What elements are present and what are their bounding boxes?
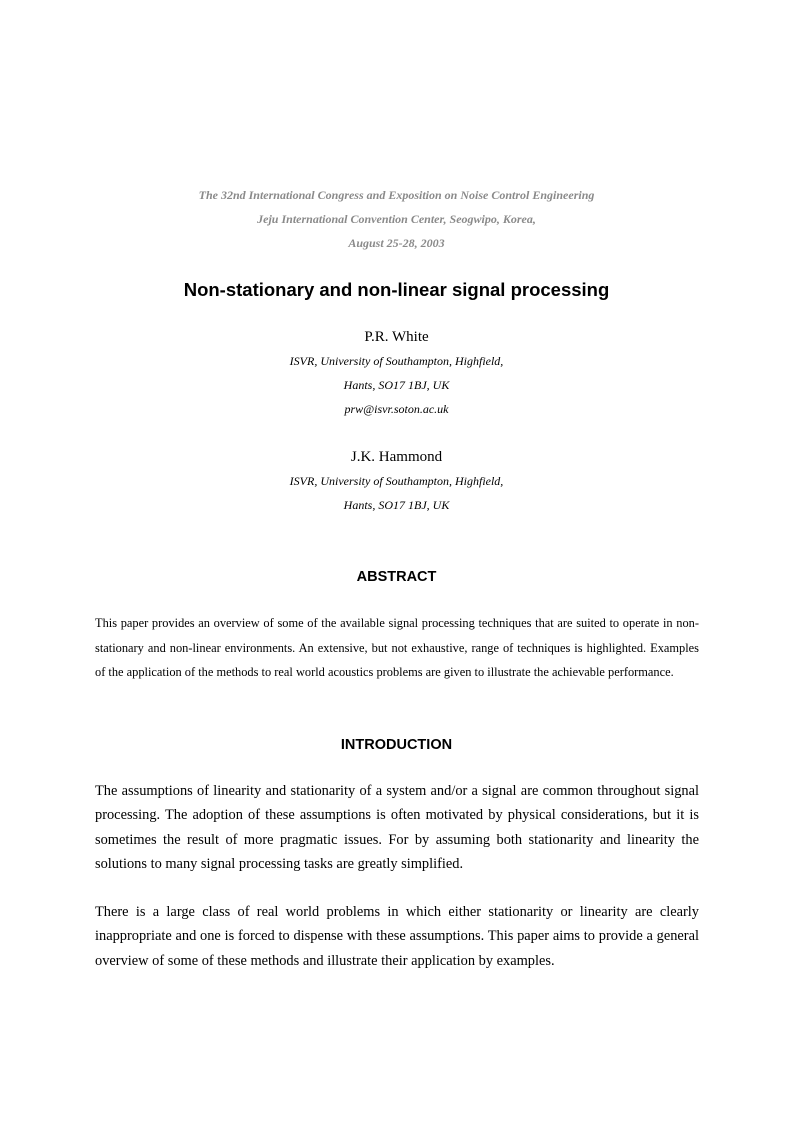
author-affiliation: ISVR, University of Southampton, Highfield, bbox=[289, 354, 504, 368]
author-name: J.K. Hammond bbox=[350, 449, 443, 465]
body-paragraph: The assumptions of linearity and stationarity of a system and/or a signal are common throughout signal processing. The adoption of these assumptions is often motivated by physical considerations, but it is sometimes the result of more pragmatic issues. For by assuming both stationarity and linearity the solutions to many signal processing tasks are greatly simplified. bbox=[95, 783, 699, 872]
author-block-2 bbox=[0, 445, 793, 517]
body-paragraph: There is a large class of real world problems in which either stationarity or linearity are clearly inappropriate and one is forced to dispense with these assumptions. This paper aims to provide a general overview of some of these methods and illustrate their application by examples. bbox=[95, 904, 699, 969]
abstract-text: This paper provides an overview of some of the available signal processing techniques that are suited to operate in non-stationary and non-linear environments. An extensive, but not exhaustive, range of techniques is highlighted. Examples of the application of the methods to real world acoustics problems are given to illustrate the achievable performance. bbox=[95, 616, 699, 680]
conference-dates: August 25-28, 2003 bbox=[348, 236, 445, 250]
author-block-1 bbox=[0, 325, 793, 421]
conference-header bbox=[0, 183, 793, 255]
introduction-heading: INTRODUCTION bbox=[340, 737, 453, 753]
paper-title: Non-stationary and non-linear signal processing bbox=[183, 279, 610, 300]
abstract-heading: ABSTRACT bbox=[356, 569, 437, 585]
conference-venue: Jeju International Convention Center, Seogwipo, Korea, bbox=[257, 212, 536, 226]
author-name: P.R. White bbox=[364, 329, 429, 345]
conference-name: The 32nd International Congress and Exposition on Noise Control Engineering bbox=[198, 188, 595, 202]
author-address: Hants, SO17 1BJ, UK bbox=[343, 378, 450, 392]
author-email: prw@isvr.soton.ac.uk bbox=[344, 402, 449, 416]
author-affiliation: ISVR, University of Southampton, Highfield, bbox=[289, 474, 504, 488]
author-address: Hants, SO17 1BJ, UK bbox=[343, 498, 450, 512]
